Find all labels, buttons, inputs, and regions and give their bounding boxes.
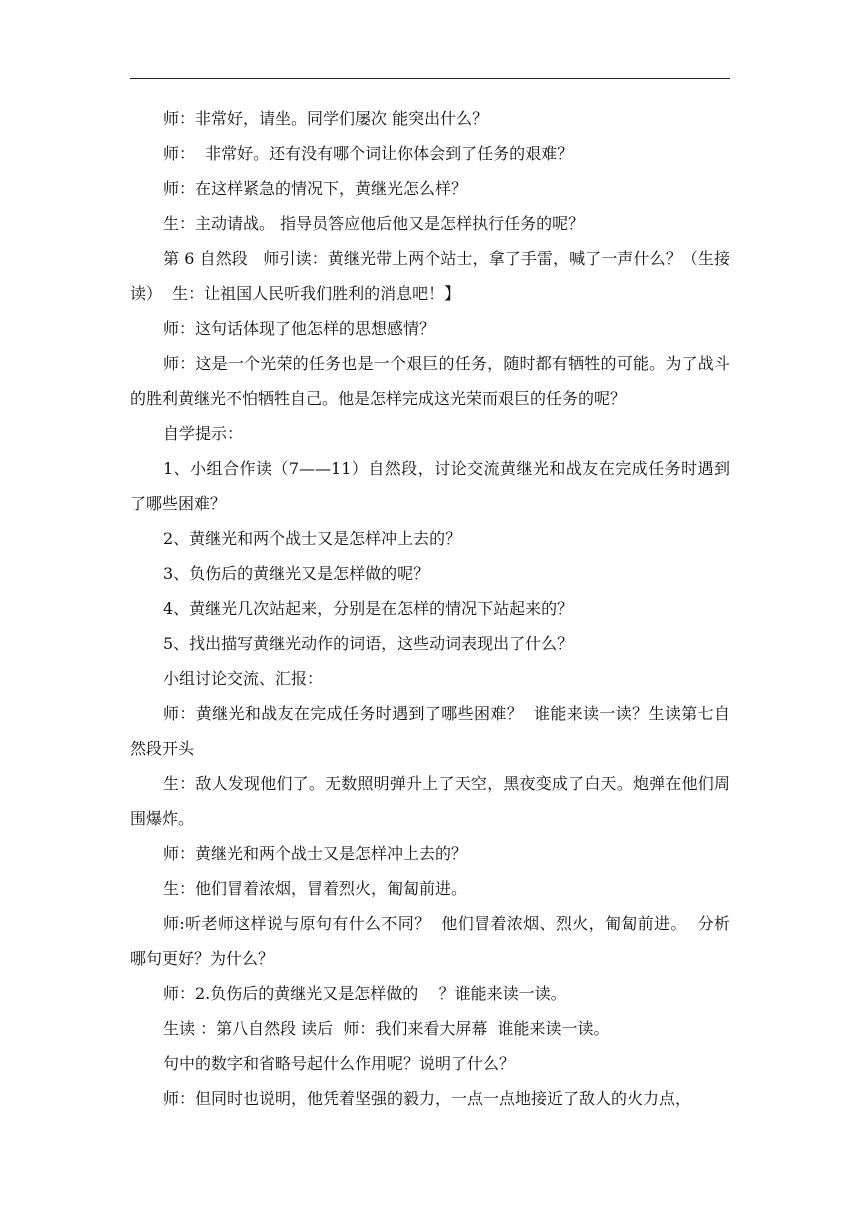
paragraph: 生：主动请战。 指导员答应他后他又是怎样执行任务的呢？ [163,214,585,233]
paragraph: 小组讨论交流、汇报： [163,669,324,688]
paragraph: 3、负伤后的黄继光又是怎样做的呢？ [163,564,430,583]
paragraph: 师：黄继光和两个战士又是怎样冲上去的？ [163,844,468,863]
paragraph: 师：2.负伤后的黄继光又是怎样做的 ？谁能来读一读。 [163,984,567,1003]
paragraph: 自学提示： [163,424,244,443]
paragraph: 师：在这样紧急的情况下，黄继光怎么样？ [163,179,468,198]
paragraph: 句中的数字和省略号起什么作用呢？说明了什么？ [163,1054,516,1073]
paragraph: 生读 ：第八自然段 读后 师：我们来看大屏幕 谁能来读一读。 [163,1019,610,1038]
paragraph: 师：这句话体现了他怎样的思想感情？ [163,319,436,338]
document-body [130,101,730,1116]
paragraph: 师：黄继光和战友在完成任务时遇到了哪些困难？ 谁能来读一读？生读第七自然段开头 [130,704,730,758]
paragraph: 师:听老师这样说与原句有什么不同？ 他们冒着浓烟、烈火，匍匐前进。 分析哪句更好？为什么？ [130,914,730,968]
paragraph: 4、黄继光几次站起来，分别是在怎样的情况下站起来的？ [163,599,574,618]
paragraph: 师：但同时也说明，他凭着坚强的毅力，一点一点地接近了敌人的火力点， [163,1089,692,1108]
paragraph: 师：这是一个光荣的任务也是一个艰巨的任务，随时都有牺牲的可能。为了战斗的胜利黄继光不怕牺牲自己。他是怎样完成这光荣而艰巨的任务的呢？ [130,354,730,408]
paragraph: 5、找出描写黄继光动作的词语，这些动词表现出了什么？ [163,634,574,653]
paragraph: 2、黄继光和两个战士又是怎样冲上去的？ [163,529,462,548]
paragraph: 第 6 自然段 师引读：黄继光带上两个站士，拿了手雷，喊了一声什么？（生接读） 生：让祖国人民听我们胜利的消息吧！】 [130,249,730,303]
header-rule [130,78,730,79]
paragraph: 1、小组合作读（7——11）自然段，讨论交流黄继光和战友在完成任务时遇到了哪些困难？ [130,459,730,513]
paragraph: 师：非常好，请坐。同学们屡次 能突出什么？ [163,109,489,128]
paragraph: 生：他们冒着浓烟，冒着烈火，匍匐前进。 [163,879,468,898]
paragraph: 师： 非常好。还有没有哪个词让你体会到了任务的艰难？ [163,144,574,163]
paragraph: 生：敌人发现他们了。无数照明弹升上了天空，黑夜变成了白天。炮弹在他们周围爆炸。 [130,774,730,828]
